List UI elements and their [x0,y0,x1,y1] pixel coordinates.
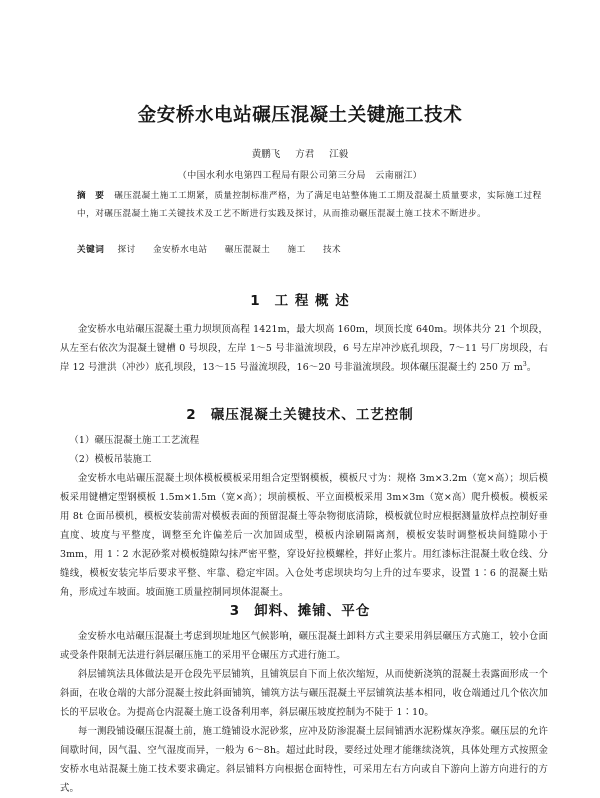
section-title: 工 程 概 述 [274,293,350,309]
body-paragraph: 金安桥水电站碾压混凝土考虑到坝址地区气候影响，碾压混凝土卸料方式主要采用斜层碾压方式施工，较小仓面或受条件限制无法进行斜层碾压施工的采用平仓碾压方式进行施工。 [60,631,548,661]
body-paragraph [60,320,548,377]
author-name: 方君 [295,149,315,160]
author-name: 黄鹏飞 [251,149,281,160]
keyword: 碾压混凝土 [224,245,271,255]
keyword: 金安桥水电站 [152,245,208,255]
unit-superscript: 3 [522,360,527,368]
author-list [0,146,600,160]
abstract-label: 摘 要 [77,191,105,201]
section-title: 卸料、摊铺、平仓 [254,603,371,619]
section-heading-3 [0,599,600,619]
abstract-text: 碾压混凝土施工工期紧，质量控制标准严格，为了满足电站整体施工工期及混凝土质量要求，实际施工过程中，对碾压混凝土施工关键技术及工艺不断进行实践及探讨，从而推动碾压混凝土施工技术不断进步。 [77,191,542,219]
section-title: 碾压混凝土关键技术、工艺控制 [210,407,414,423]
keywords-label: 关键词 [77,245,105,255]
paragraph-text: 金安桥水电站碾压混凝土重力坝坝顶高程 1421m，最大坝高 160m，坝顶长度 640m。坝体共分 21 个坝段，从左至右依次为混凝土键槽 0 号坝段，左岸 1～5 号非溢流坝段，6 号左岸冲沙底孔坝段，7～11 号厂房坝段，右岸 12 号泄洪（冲沙）底孔坝段，13～15 号溢流坝段，16～20 号非溢流坝段。坝体碾压混凝土约 250 万 m [60,324,548,373]
subsection-heading: （1）碾压混凝土施工工艺流程 [69,435,200,446]
author-affiliation: （中国水利水电第四工程局有限公司第三分局 云南丽江） [177,171,423,181]
author-name: 江毅 [329,149,349,160]
section-heading-1 [0,289,600,309]
section-number: 3 [229,603,241,619]
section-body-1 [60,320,548,377]
keyword: 探讨 [117,245,136,255]
abstract [77,187,543,223]
body-paragraph: 金安桥水电站碾压混凝土坝体模板模板采用组合定型钢模板，模板尺寸为：规格 3m×3.2m（宽×高）；坝后模板采用键槽定型钢模板 1.5m×1.5m（宽×高）；坝前模板、平立面模板采用 3m×3m（宽×高）爬升模板。模板采用 8t 仓面吊模机，模板安装前需对模板表面的预留混凝土等杂物彻底清除，模板就位时应根据测量放样点控制好垂直度、坡度与平整度，调整至允许偏差后一次加固成型，模板内涂刷隔离剂，模板安装时调整板块间缝隙小于 3mm，用 1∶2 水泥砂浆对模板缝隙勾抹严密平整，穿设好拉模螺栓，拌好止浆片。用红漆标注混凝土收仓线、分缝线，模板安装完毕后要求平整、牢靠、稳定牢固。入仓处考虑坝块均匀上升的过车要求，设置 1∶6 的混凝土贴角，形成过车坡面。坡面施工质量控制同坝体混凝土。 [60,473,548,598]
section-number: 1 [250,293,261,309]
keywords [77,241,543,259]
keyword: 施工 [287,245,306,255]
body-paragraph: 斜层铺筑法具体做法是开仓段先平层铺筑，且铺筑层自下而上依次缩短，从而使新浇筑的混凝土表露面形成一个斜面，在收仓端的大部分混凝土按此斜面铺筑，铺筑方法与碾压混凝土平层铺筑法基本相同，收仓端通过几个依次加长的平层收仓。为提高仓内混凝土施工设备利用率，斜层碾压坡度控制为不陡于 1∶10。 [60,669,548,718]
body-paragraph: 每一测段铺设碾压混凝土前，施工缝铺设水泥砂浆，应冲及防渗混凝土层间铺洒水泥粉煤灰净浆。碾压层的允许间歇时间，因气温、空气湿度而异，一般为 6～8h。超过此时段，要经过处理才能继续浇筑，具体处理方式按照金安桥水电站混凝土施工技术要求确定。斜层铺料方向根据仓面特性，可采用左右方向或自下游向上游方向进行的方式。 [60,726,548,794]
keyword: 技术 [322,245,342,255]
section-body-2 [60,431,548,602]
paper-title: 金安桥水电站碾压混凝土关键施工技术 [137,105,463,126]
section-body-3 [60,627,548,798]
subsection-heading: （2）模板吊装施工 [69,454,152,465]
section-heading-2 [0,403,600,423]
sentence-end: 。 [526,362,537,373]
section-number: 2 [186,407,197,423]
